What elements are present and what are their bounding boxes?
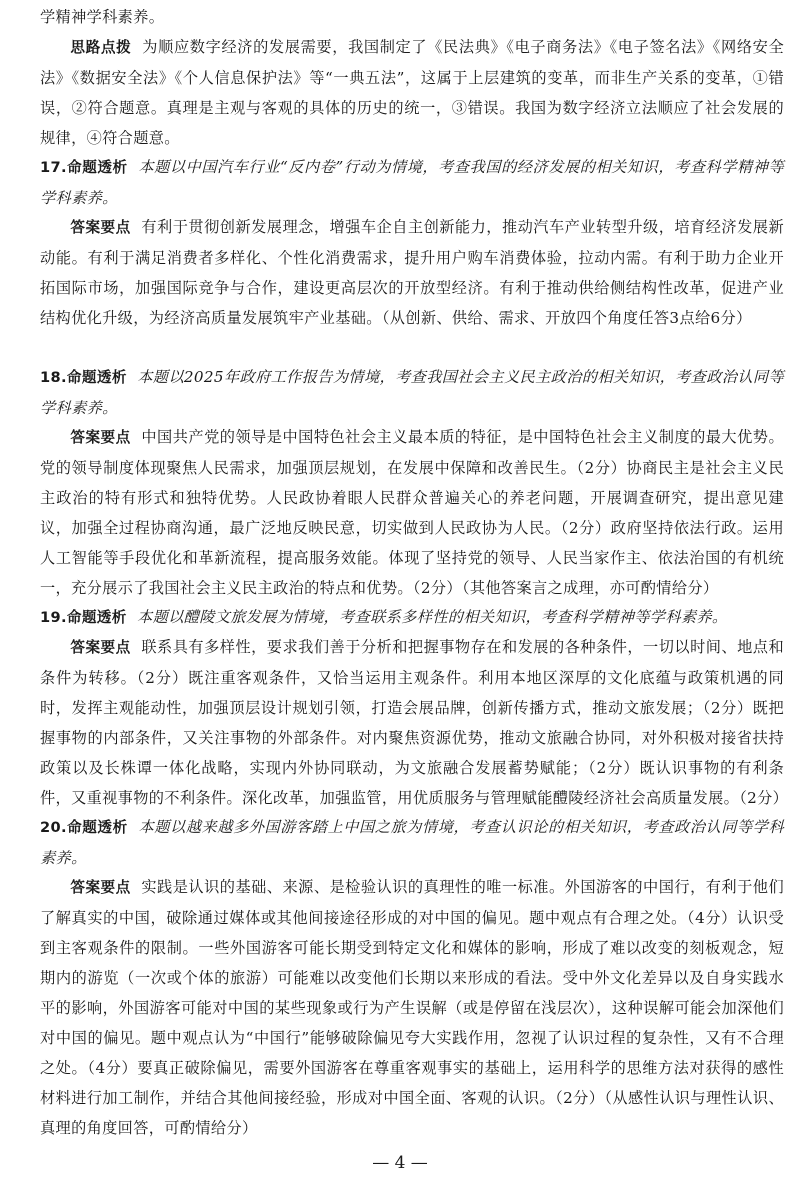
q18-answer-paragraph xyxy=(40,422,784,603)
q20-analysis-text: 本题以越来越多外国游客踏上中国之旅为情境，考查认识论的相关知识，考查政治认同等学科素养。 xyxy=(40,818,784,867)
q16-tip-label: 思路点拨 xyxy=(70,39,132,56)
q18-analysis-label: 命题透析 xyxy=(66,369,127,386)
q20-answer-paragraph xyxy=(40,872,784,1143)
q20-analysis-paragraph xyxy=(40,812,784,873)
q17-number: 17. xyxy=(40,159,67,176)
q18-analysis-text: 本题以2025年政府工作报告为情境，考查我国社会主义民主政治的相关知识，考查政治认同等学科素养。 xyxy=(40,368,785,417)
q18-number: 18. xyxy=(40,369,67,386)
q20-answer-label: 答案要点 xyxy=(70,879,131,896)
page-number: — 4 — xyxy=(372,1153,428,1173)
q18-answer-text: 中国共产党的领导是中国特色社会主义最本质的特征，是中国特色社会主义制度的最大优势。党的领导制度体现聚焦人民需求，加强顶层规划，在发展中保障和改善民生。（2分）协商民主是社会主义民主政治的特有形式和独特优势。人民政协着眼人民群众普遍关心的养老问题，开展调查研究，提出意见建议，加强全过程协商沟通，最广泛地反映民意，切实做到人民政协为人民。（2分）政府坚持依法行政。运用人工智能等手段优化和革新流程，提高服务效能。体现了坚持党的领导、人民当家作主、依法治国的有机统一，充分展示了我国社会主义民主政治的特点和优势。（2分）（其他答案言之成理，亦可酌情给分） xyxy=(40,428,784,597)
q19-analysis-text: 本题以醴陵文旅发展为情境，考查联系多样性的相关知识，考查科学精神等学科素养。 xyxy=(137,608,728,626)
q19-answer-text: 联系具有多样性，要求我们善于分析和把握事物存在和发展的各种条件，一切以时间、地点和条件为转移。（2分）既注重客观条件，又恰当运用主观条件。利用本地区深厚的文化底蕴与政策机遇的同时，发挥主观能动性，加强顶层设计规划引领，打造会展品牌，创新传播方式，推动文旅发展；（2分）既把握事物的内部条件，又关注事物的外部条件。对内聚焦资源优势，推动文旅融合协同，对外积极对接省扶持政策以及长株谭一体化战略，实现内外协同联动，为文旅融合发展蓄势赋能；（2分）既认识事物的有利条件，又重视事物的不利条件。深化改革，加强监管，用优质服务与管理赋能醴陵经济社会高质量发展。（2分） xyxy=(40,638,789,807)
q16-tip-text: 为顺应数字经济的发展需要，我国制定了《民法典》《电子商务法》《电子签名法》《网络安全法》《数据安全法》《个人信息保护法》等“一典五法”，这属于上层建筑的变革，而非生产关系的变革，①错误，②符合题意。真理是主观与客观的具体的历史的统一，③错误。我国为数字经济立法顺应了社会发展的规律，④符合题意。 xyxy=(40,38,785,147)
q17-analysis-label: 命题透析 xyxy=(66,159,128,176)
q17-answer-label: 答案要点 xyxy=(70,219,131,236)
q20-analysis-label: 命题透析 xyxy=(66,819,128,836)
q17-analysis-text: 本题以中国汽车行业“反内卷”行动为情境，考查我国的经济发展的相关知识，考查科学精神等学科素养。 xyxy=(40,158,785,207)
q16-tip-paragraph xyxy=(40,32,784,153)
q19-analysis-label: 命题透析 xyxy=(66,609,127,626)
q19-answer-label: 答案要点 xyxy=(70,639,131,656)
q19-analysis-paragraph xyxy=(40,602,784,633)
q17-answer-paragraph xyxy=(40,212,784,333)
q18-answer-label: 答案要点 xyxy=(70,429,131,446)
q20-number: 20. xyxy=(40,819,67,836)
q17-answer-text: 有利于贯彻创新发展理念，增强车企自主创新能力，推动汽车产业转型升级，培育经济发展新动能。有利于满足消费者多样化、个性化消费需求，提升用户购车消费体验，拉动内需。有利于助力企业开拓国际市场，加强国际竞争与合作，建设更高层次的开放型经济。有利于推动供给侧结构性改革，促进产业结构优化升级，为经济高质量发展筑牢产业基础。（从创新、供给、需求、开放四个角度任答3点给6分） xyxy=(40,218,784,327)
q17-analysis-paragraph xyxy=(40,152,784,213)
q19-number: 19. xyxy=(40,609,67,626)
q19-answer-paragraph xyxy=(40,632,789,813)
continued-text: 学精神学科素养。 xyxy=(40,8,165,26)
q20-answer-text: 实践是认识的基础、来源、是检验认识的真理性的唯一标准。外国游客的中国行，有利于他们了解真实的中国，破除通过媒体或其他间接途径形成的对中国的偏见。题中观点有合理之处。（4分）认识受到主客观条件的限制。一些外国游客可能长期受到特定文化和媒体的影响，形成了难以改变的刻板观念，短期内的游览（一次或个体的旅游）可能难以改变他们长期以来形成的看法。受中外文化差异以及自身实践水平的影响，外国游客可能对中国的某些现象或行为产生误解（或是停留在浅层次），这种误解可能会加深他们对中国的偏见。题中观点认为“中国行”能够破除偏见夸大实践作用，忽视了认识过程的复杂性，又有不合理之处。（4分）要真正破除偏见，需要外国游客在尊重客观事实的基础上，运用科学的思维方法对获得的感性材料进行加工制作，并结合其他间接经验，形成对中国全面、客观的认识。（2分）（从感性认识与理性认识、真理的角度回答，可酌情给分） xyxy=(40,878,784,1137)
q18-analysis-paragraph xyxy=(40,362,784,423)
